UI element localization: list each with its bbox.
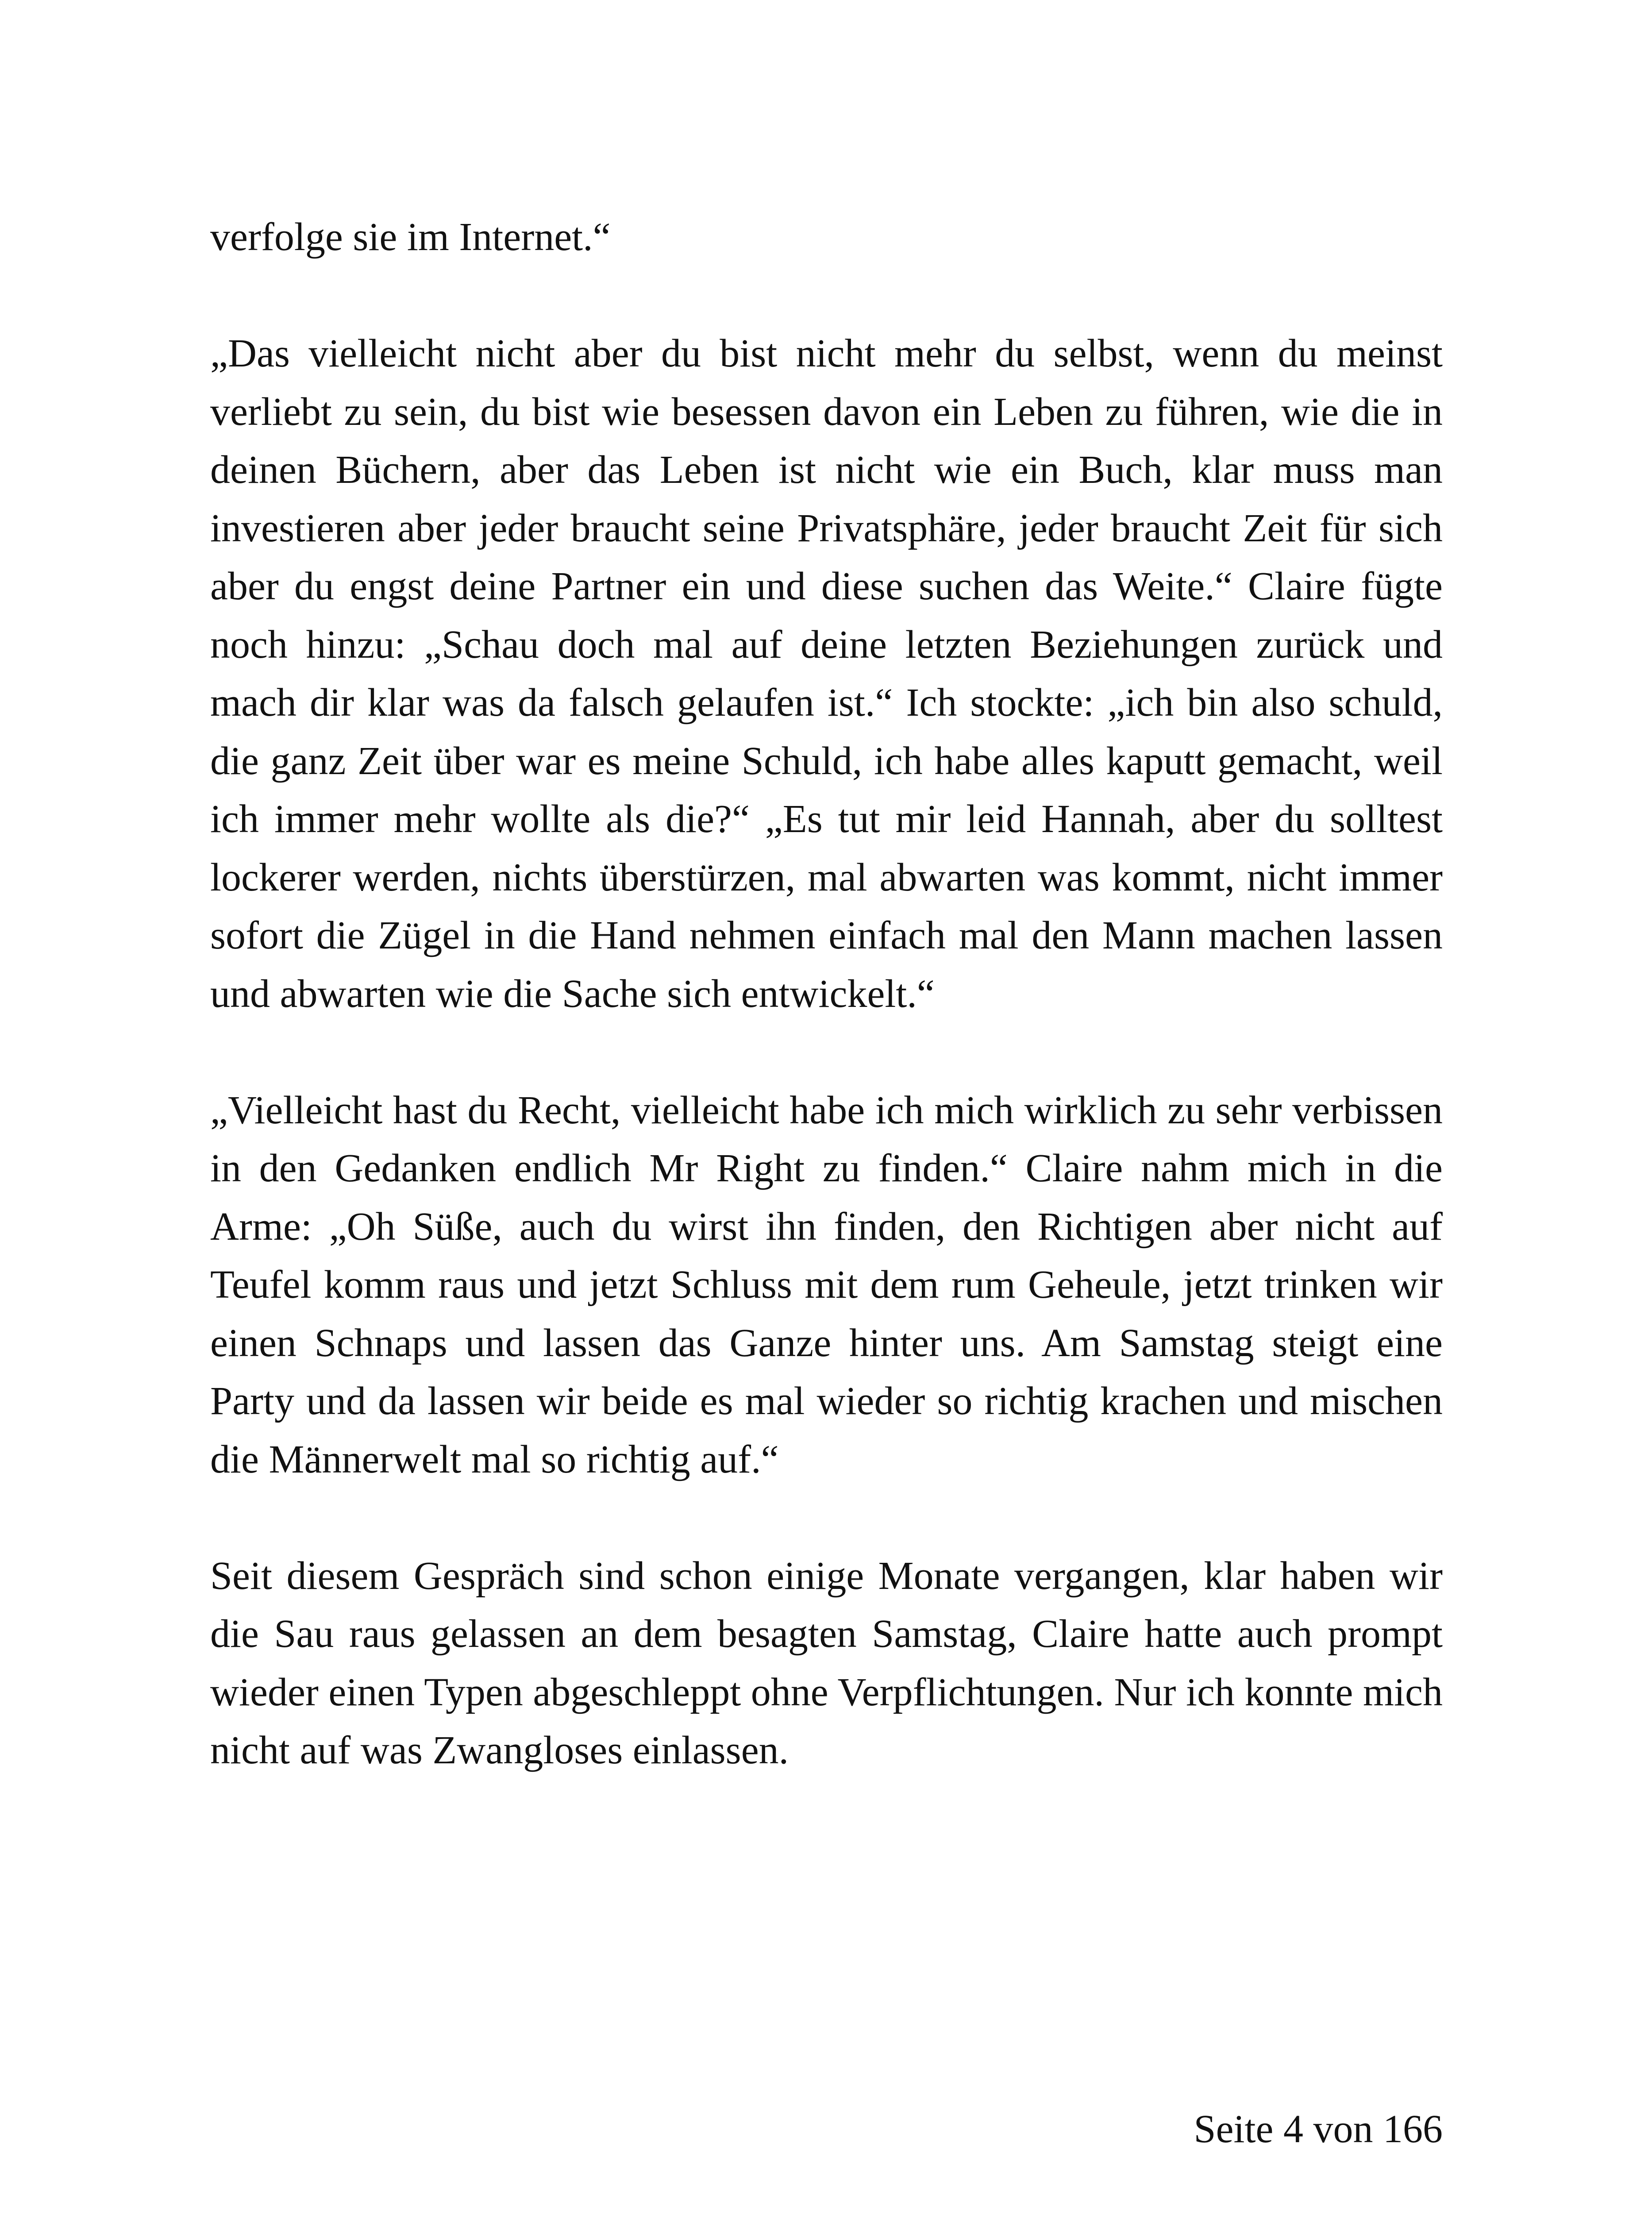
- paragraph-3: „Vielleicht hast du Recht, vielleicht habe ich mich wirklich zu sehr verbissen in den Gedanken endlich Mr Right zu finden.“ Claire nahm mich in die Arme: „Oh Süße, auch du wirst ihn finden, den Richtigen aber nicht auf Teufel komm raus und jetzt Schluss mit dem rum Geheule, jetzt trinken wir einen Schnaps und lassen das Ganze hinter uns. Am Samstag steigt eine Party und da lassen wir beide es mal wieder so richtig krachen und mischen die Männerwelt mal so richtig auf.“: [210, 1088, 1443, 1481]
- paragraph-1: verfolge sie im Internet.“: [210, 215, 611, 259]
- page-number: Seite 4 von 166: [1194, 2107, 1443, 2151]
- paragraph-4: Seit diesem Gespräch sind schon einige Monate vergangen, klar haben wir die Sau raus gelassen an dem besagten Samstag, Claire hatte auch prompt wieder einen Typen abgeschleppt ohne Verpflichtungen. Nur ich konnte mich nicht auf was Zwangloses einlassen.: [210, 1554, 1443, 1772]
- body-text: [210, 208, 1443, 1780]
- paragraph-2: „Das vielleicht nicht aber du bist nicht mehr du selbst, wenn du meinst verliebt zu sein, du bist wie besessen davon ein Leben zu führen, wie die in deinen Büchern, aber das Leben ist nicht wie ein Buch, klar muss man investieren aber jeder braucht seine Privatsphäre, jeder braucht Zeit für sich aber du engst deine Partner ein und diese suchen das Weite.“ Claire fügte noch hinzu: „Schau doch mal auf deine letzten Beziehungen zurück und mach dir klar was da falsch gelaufen ist.“ Ich stockte: „ich bin also schuld, die ganz Zeit über war es meine Schuld, ich habe alles kaputt gemacht, weil ich immer mehr wollte als die?“ „Es tut mir leid Hannah, aber du solltest lockerer werden, nichts überstürzen, mal abwarten was kommt, nicht immer sofort die Zügel in die Hand nehmen einfach mal den Mann machen lassen und abwarten wie die Sache sich entwickelt.“: [210, 332, 1443, 1016]
